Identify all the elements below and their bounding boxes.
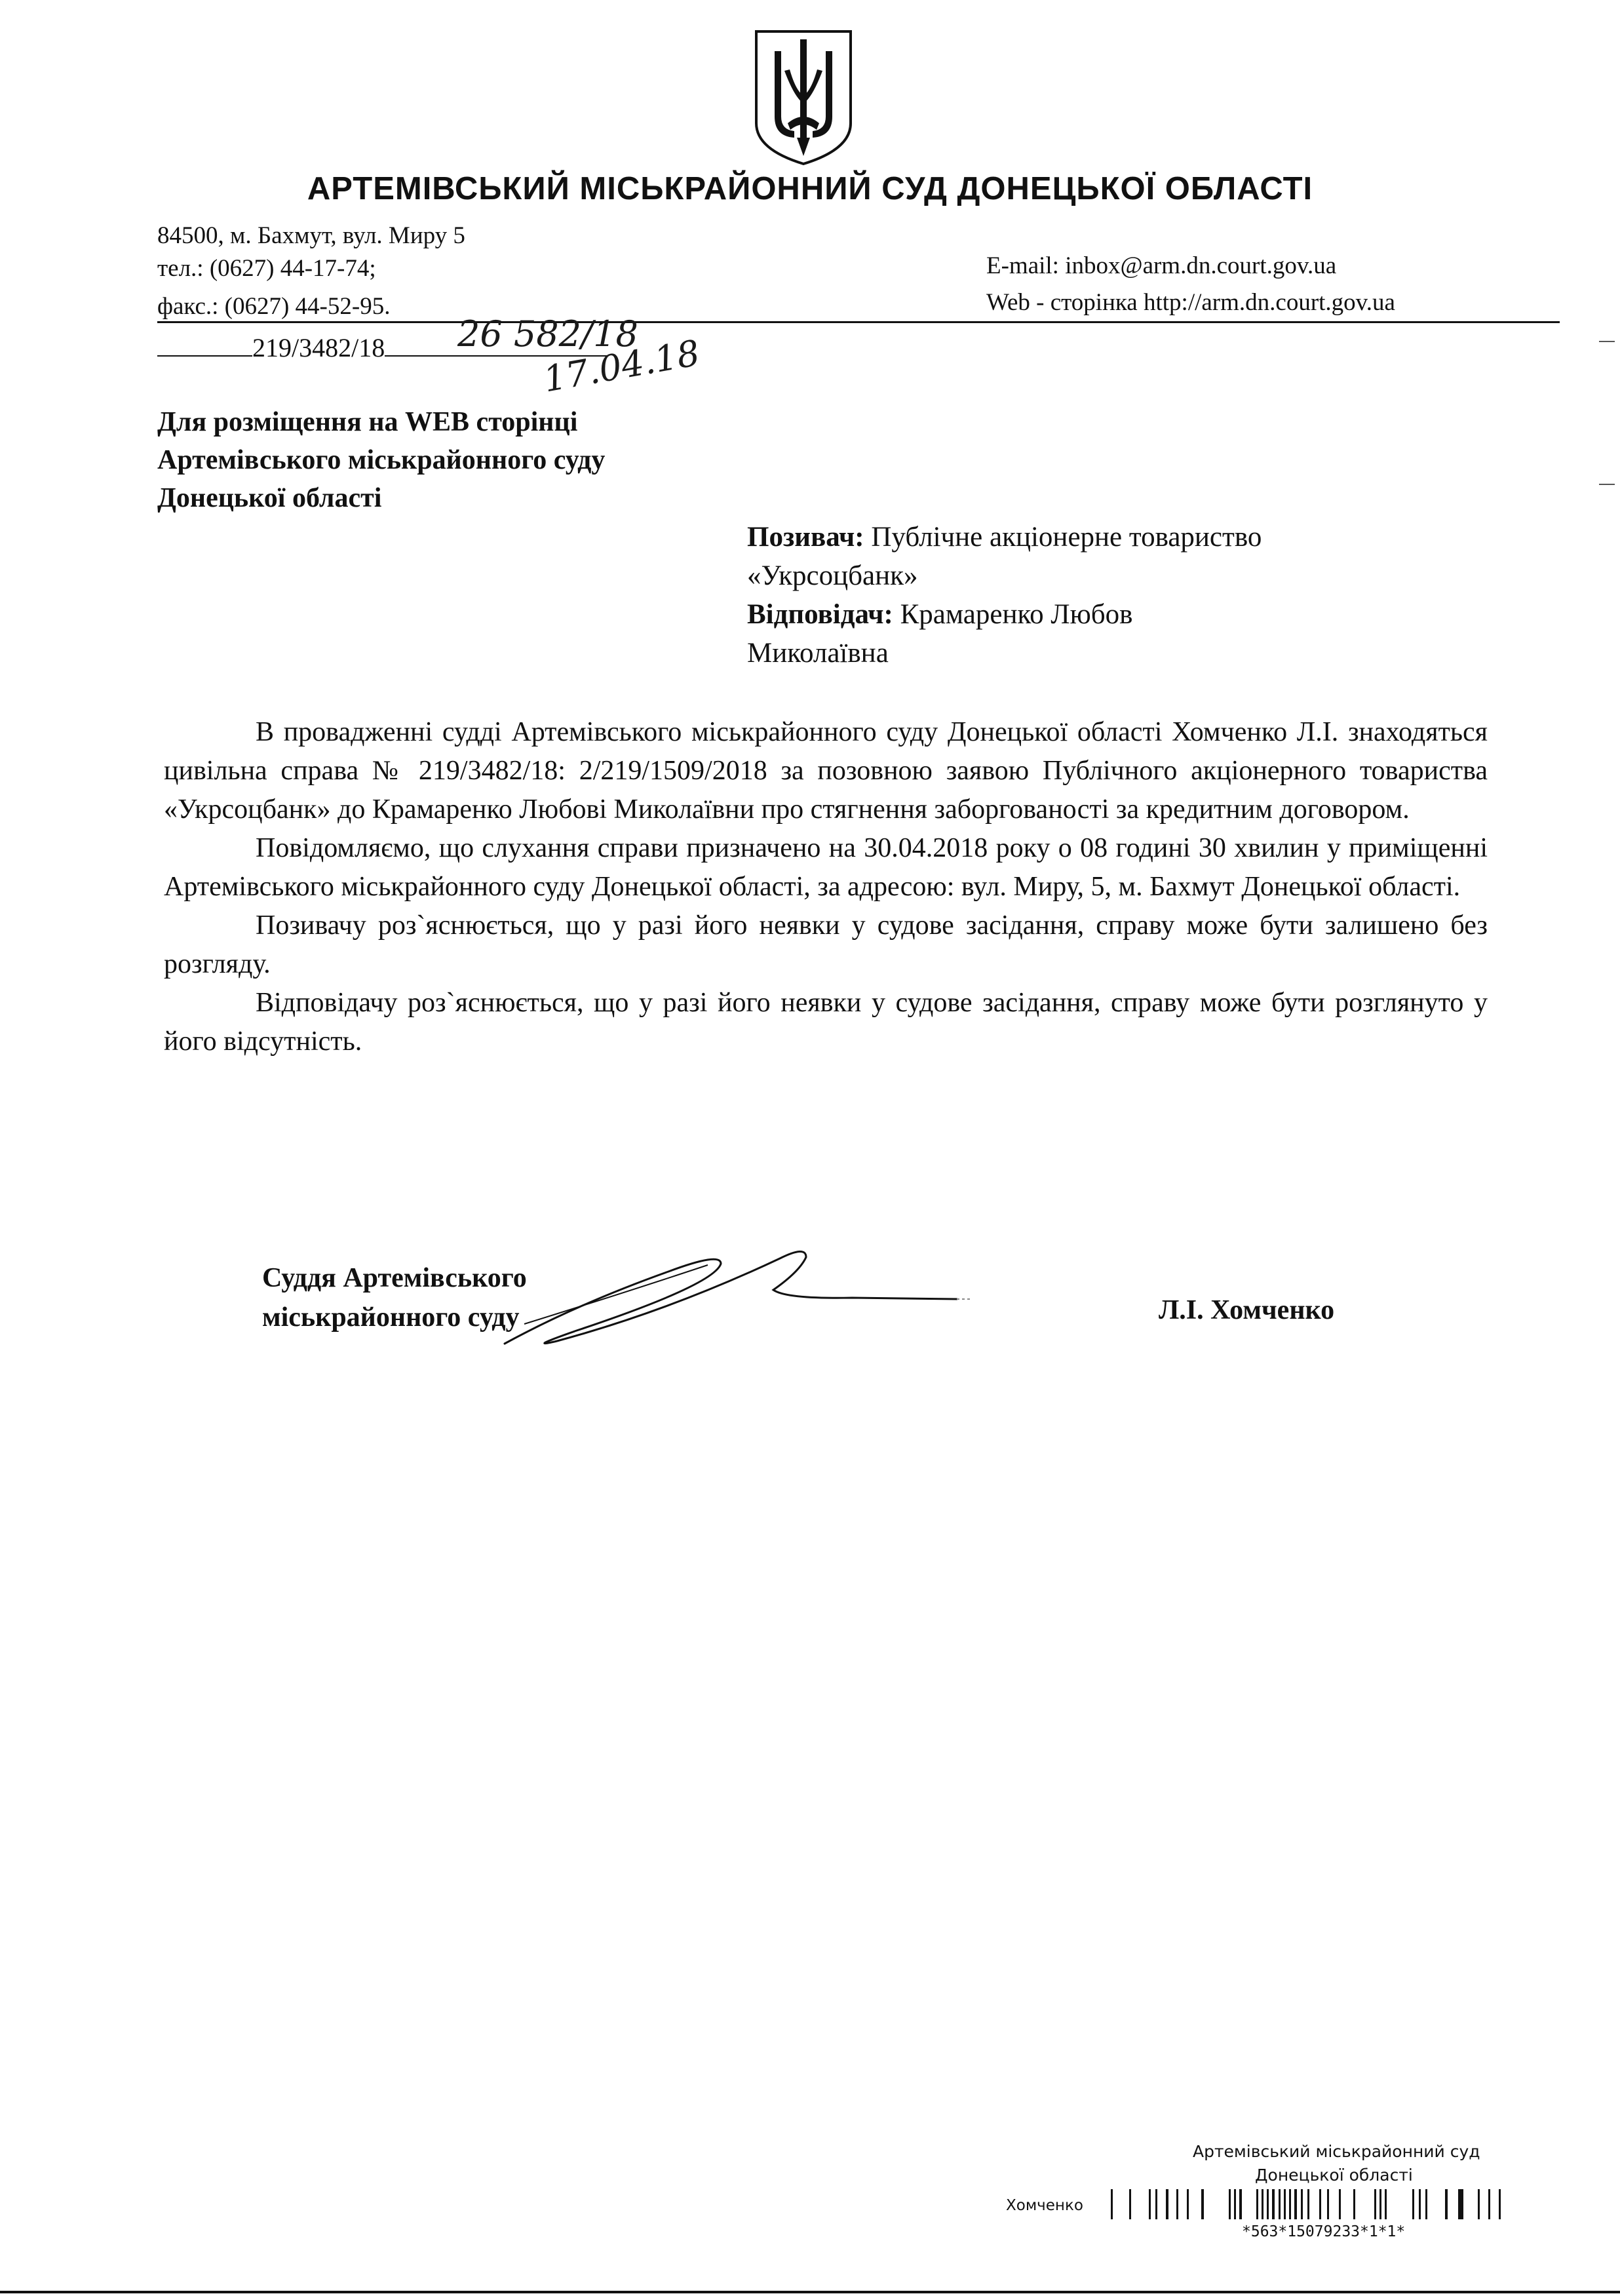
case-number: 219/3482/18 bbox=[252, 333, 385, 362]
plaintiff-label: Позивач: bbox=[747, 522, 864, 553]
defendant-name-cont: Миколаївна bbox=[747, 638, 889, 669]
barcode-icon bbox=[1111, 2187, 1576, 2222]
court-fax: факс.: (0627) 44-52-95. bbox=[157, 293, 391, 320]
placement-line: Для розміщення на WEB сторінці bbox=[157, 407, 578, 437]
defendant-name: Крамаренко Любов bbox=[900, 599, 1133, 630]
stamp-court: Артемівський міськрайонний суд bbox=[1193, 2142, 1480, 2161]
paragraph-plaintiff-notice: Позивачу роз`яснюється, що у разі його неявки у судове засідання, справу може бути залишено без розгляду. bbox=[164, 910, 1488, 979]
scan-mark bbox=[1599, 484, 1615, 485]
stamp-code: *563*15079233*1*1* bbox=[1242, 2223, 1406, 2240]
plaintiff-name: Публічне акціонерне товариство bbox=[871, 522, 1262, 553]
judge-title bbox=[262, 1258, 527, 1337]
parties-block bbox=[747, 518, 1262, 672]
judge-title-line: міськрайонного суду bbox=[262, 1302, 520, 1333]
placement-note bbox=[157, 403, 605, 517]
header-divider bbox=[157, 321, 1560, 323]
placement-line: Донецької області bbox=[157, 483, 382, 513]
stamp-name: Хомченко bbox=[1006, 2197, 1083, 2214]
handwritten-reference: 26 582/18 bbox=[457, 313, 638, 355]
judge-name: Л.І. Хомченко bbox=[1159, 1295, 1335, 1325]
court-email: E-mail: inbox@arm.dn.court.gov.ua bbox=[986, 252, 1337, 279]
court-title: АРТЕМІВСЬКИЙ МІСЬКРАЙОННИЙ СУД ДОНЕЦЬКОЇ ОБЛАСТІ bbox=[307, 171, 1313, 206]
blank-line bbox=[157, 329, 252, 357]
scan-edge bbox=[0, 2291, 1620, 2293]
court-address: 84500, м. Бахмут, вул. Миру 5 bbox=[157, 222, 465, 249]
placement-line: Артемівського міськрайонного суду bbox=[157, 445, 606, 475]
court-phone: тел.: (0627) 44-17-74; bbox=[157, 255, 376, 282]
handwritten-date: 17.04.18 bbox=[540, 332, 703, 400]
scan-mark bbox=[1599, 341, 1615, 342]
judge-title-line: Суддя Артемівського bbox=[262, 1263, 527, 1293]
stamp-region: Донецької області bbox=[1255, 2166, 1413, 2185]
paragraph-hearing: Повідомляємо, що слухання справи призначено на 30.04.2018 року о 08 годині 30 хвилин у приміщенні Артемівського міськрайонного суду Донецької області, за адресою: вул. Миру, 5, м. Бахмут Донецької області. bbox=[164, 833, 1488, 902]
paragraph-case: В провадженні судді Артемівського міськрайонного суду Донецької області Хомченко Л.І. знаходяться цивільна справа № 219/3482/18: 2/219/1509/2018 за позовною заявою Публічного акціонерного товариства «Укрсоцбанк» до Крамаренко Любові Миколаївни про стягнення заборгованості за кредитним договором. bbox=[164, 717, 1488, 825]
coat-of-arms-icon bbox=[748, 25, 858, 169]
paragraph-defendant-notice: Відповідачу роз`яснюється, що у разі його неявки у судове засідання, справу може бути розглянуто у його відсутність. bbox=[164, 988, 1488, 1057]
notice-body bbox=[164, 713, 1488, 1061]
plaintiff-name-cont: «Укрсоцбанк» bbox=[747, 560, 918, 591]
signature-icon bbox=[498, 1226, 996, 1357]
court-website: Web - сторінка http://arm.dn.court.gov.ua bbox=[986, 289, 1395, 316]
defendant-label: Відповідач: bbox=[747, 599, 893, 630]
